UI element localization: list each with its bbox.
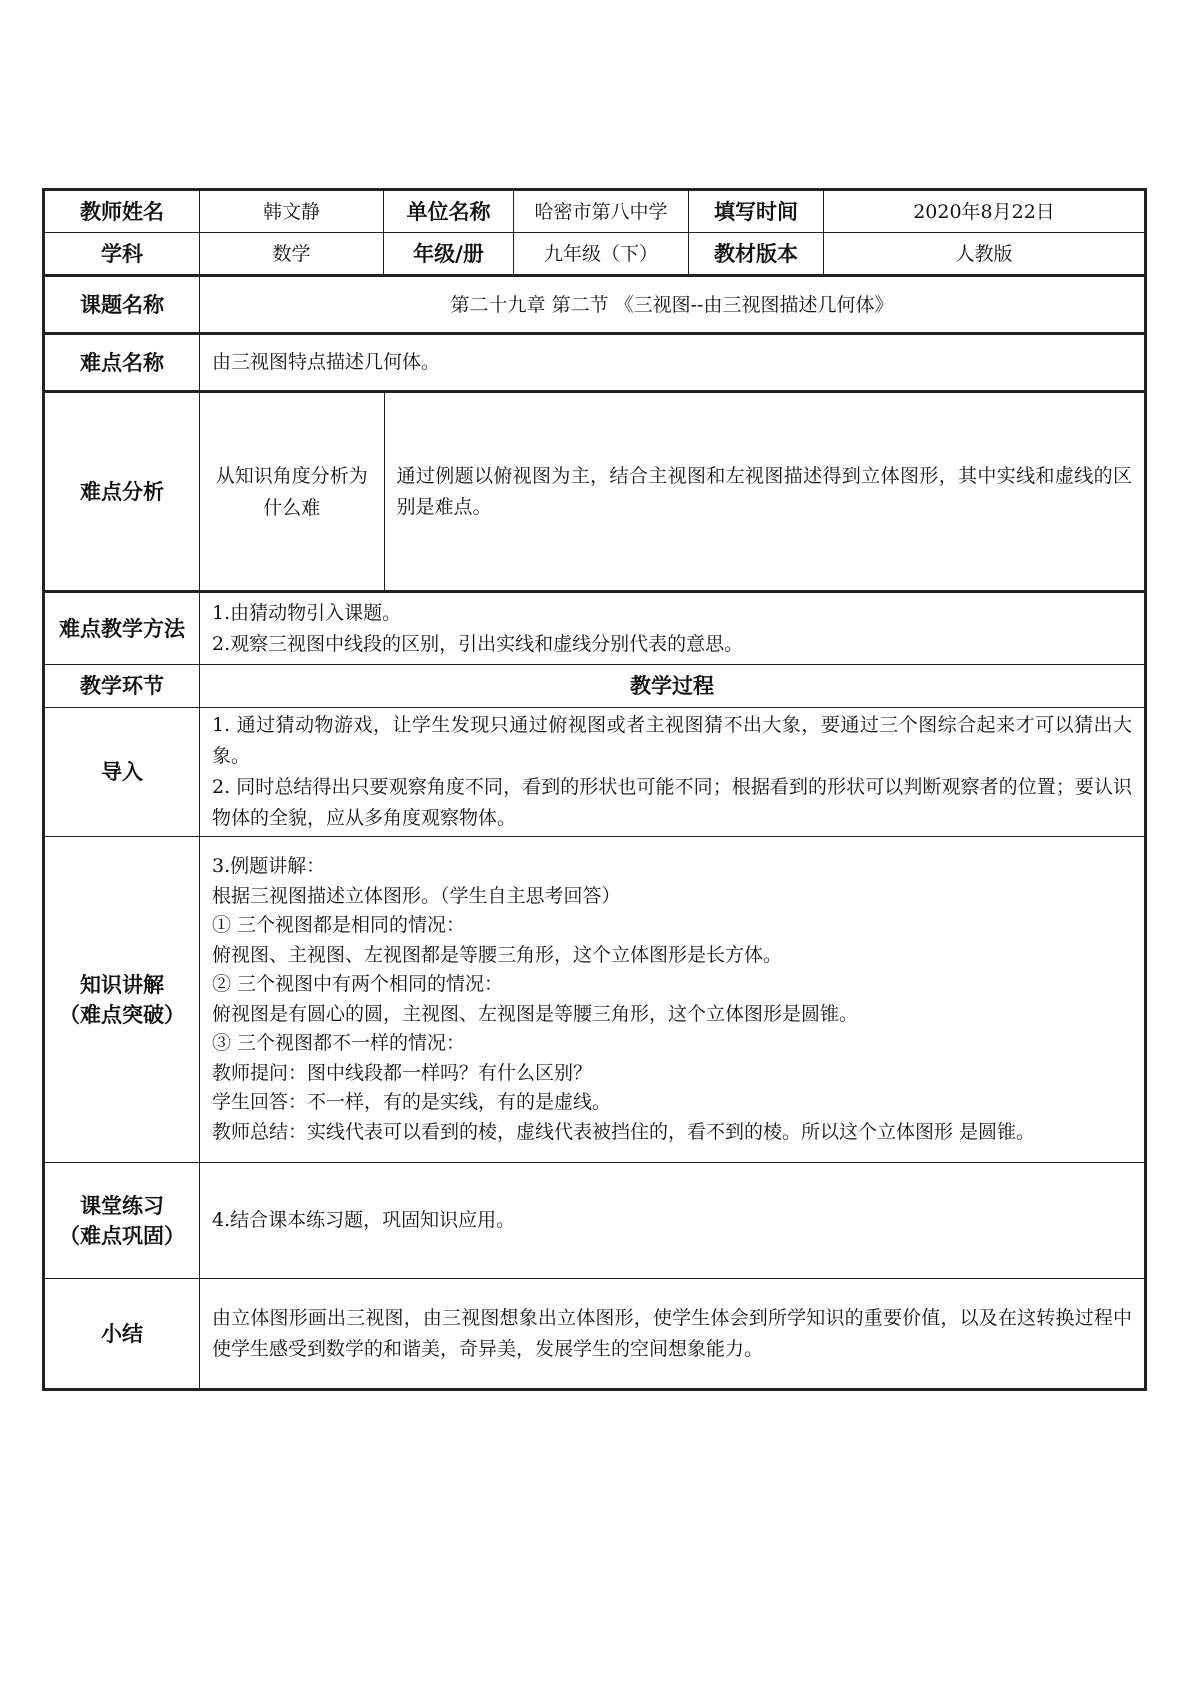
lesson-plan-sheet (42, 188, 1144, 1391)
intro-label: 导入 (44, 708, 200, 837)
lesson-plan-table (42, 188, 1147, 1391)
unit-value: 哈密市第八中学 (514, 190, 689, 233)
difficulty-value: 由三视图特点描述几何体。 (200, 334, 1146, 392)
practice-row (44, 1163, 1146, 1279)
analysis-label: 难点分析 (44, 392, 200, 592)
topic-label: 课题名称 (44, 276, 200, 334)
practice-label-line-2: （难点巩固） (59, 1223, 185, 1248)
summary-row (44, 1279, 1146, 1390)
analysis-sub-label: 从知识角度分析为什么难 (200, 393, 384, 590)
process-header-row (44, 665, 1146, 708)
edition-label: 教材版本 (689, 233, 824, 276)
topic-row (44, 276, 1146, 334)
subject-label: 学科 (44, 233, 200, 276)
analysis-row (44, 392, 1146, 592)
explain-line: 教师总结：实线代表可以看到的棱，虚线代表被挡住的，看不到的棱。所以这个立体图形 是圆锥。 (212, 1120, 1036, 1143)
topic-value: 第二十九章 第二节 《三视图--由三视图描述几何体》 (200, 276, 1146, 334)
method-line-1: 1.由猜动物引入课题。 (212, 601, 402, 624)
intro-line-1: 1. 通过猜动物游戏，让学生发现只通过俯视图或者主视图猜不出大象，要通过三个图综合起来才可以猜出大象。 (212, 714, 1132, 767)
difficulty-row (44, 334, 1146, 392)
explain-line: ③ 三个视图都不一样的情况： (212, 1032, 466, 1054)
grade-value: 九年级（下） (514, 233, 689, 276)
intro-line-2: 2. 同时总结得出只要观察角度不同，看到的形状也可能不同；根据看到的形状可以判断观察者的位置；要认识物体的全貌，应从多角度观察物体。 (212, 776, 1132, 829)
summary-label: 小结 (44, 1279, 200, 1390)
method-line-2: 2.观察三视图中线段的区别，引出实线和虚线分别代表的意思。 (212, 632, 744, 655)
explain-line: 教师提问：图中线段都一样吗？有什么区别？ (212, 1061, 593, 1084)
explain-line: ② 三个视图中有两个相同的情况： (212, 973, 504, 995)
explain-line: 学生回答：不一样，有的是实线，有的是虚线。 (212, 1091, 612, 1113)
explain-content (200, 837, 1146, 1163)
difficulty-label: 难点名称 (44, 334, 200, 392)
edition-value: 人教版 (824, 233, 1146, 276)
unit-label: 单位名称 (384, 190, 514, 233)
stage-label: 教学环节 (44, 665, 200, 708)
explain-line: ① 三个视图都是相同的情况： (212, 914, 466, 936)
analysis-inner (200, 393, 1144, 590)
date-label: 填写时间 (689, 190, 824, 233)
grade-label: 年级/册 (384, 233, 514, 276)
subject-value: 数学 (200, 233, 384, 276)
method-row (44, 592, 1146, 665)
summary-value: 由立体图形画出三视图，由三视图想象出立体图形，使学生体会到所学知识的重要价值，以及在这转换过程中使学生感受到数学的和谐美，奇异美，发展学生的空间想象能力。 (200, 1279, 1146, 1390)
teacher-value: 韩文静 (200, 190, 384, 233)
analysis-content (200, 392, 1146, 592)
explain-label (44, 837, 200, 1163)
explain-line: 3.例题讲解： (212, 855, 326, 877)
explain-row (44, 837, 1146, 1163)
explain-label-line-1: 知识讲解 (80, 972, 164, 997)
explain-label-line-2: （难点突破） (59, 1002, 185, 1027)
intro-content (200, 708, 1146, 837)
analysis-value: 通过例题以俯视图为主，结合主视图和左视图描述得到立体图形，其中实线和虚线的区别是难点。 (396, 464, 1132, 518)
explain-line: 俯视图、主视图、左视图都是等腰三角形，这个立体图形是长方体。 (212, 943, 783, 966)
teacher-label: 教师姓名 (44, 190, 200, 233)
info-row-2 (44, 233, 1146, 276)
explain-line: 俯视图是有圆心的圆，主视图、左视图是等腰三角形，这个立体图形是圆锥。 (212, 1002, 859, 1025)
explain-line: 根据三视图描述立体图形。（学生自主思考回答） (212, 884, 621, 907)
practice-label-line-1: 课堂练习 (80, 1193, 164, 1218)
practice-label (44, 1163, 200, 1279)
process-label: 教学过程 (200, 665, 1146, 708)
method-content (200, 592, 1146, 665)
date-value: 2020年8月22日 (824, 190, 1146, 233)
method-label: 难点教学方法 (44, 592, 200, 665)
info-row-1 (44, 190, 1146, 233)
practice-value: 4.结合课本练习题，巩固知识应用。 (200, 1163, 1146, 1279)
intro-row (44, 708, 1146, 837)
